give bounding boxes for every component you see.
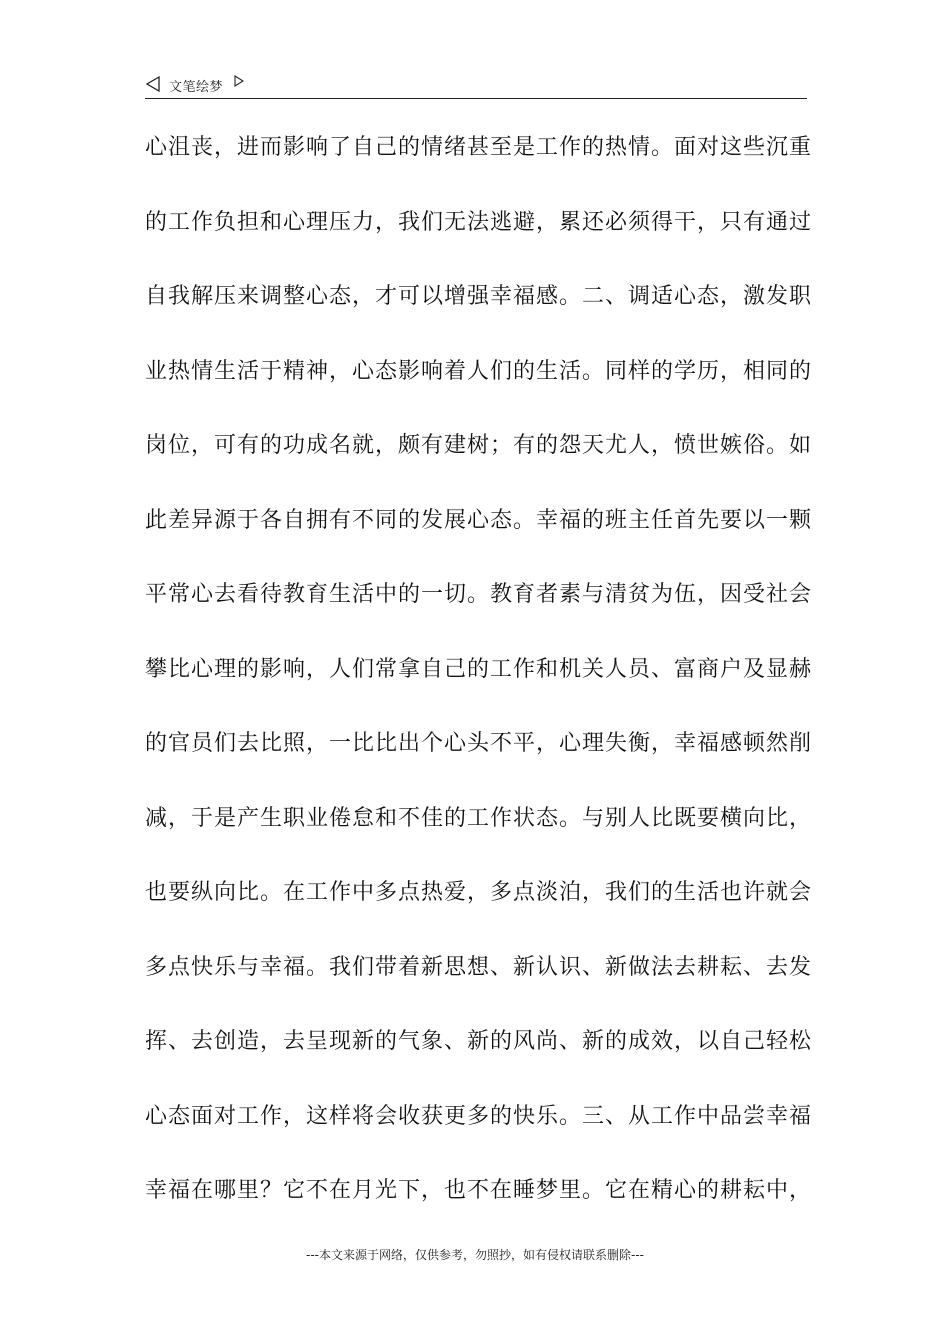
text-line: 也要纵向比。在工作中多点热爱，多点淡泊，我们的生活也许就会 [145,880,813,905]
right-triangle-icon [234,75,244,87]
text-line: 减，于是产生职业倦怠和不佳的工作状态。与别人比既要横向比， [145,805,813,831]
text-line: 岗位，可有的功成名就，颇有建树；有的怨天尤人，愤世嫉俗。如 [145,433,813,458]
header-title: 文笔绘梦 [169,80,224,95]
text-line: 幸福在哪里？它不在月光下，也不在睡梦里。它在精心的耕耘中， [145,1178,813,1203]
text-line: 的工作负担和心理压力，我们无法逃避，累还必须得干，只有通过 [145,209,813,235]
text-line: 心沮丧，进而影响了自己的情绪甚至是工作的热情。面对这些沉重 [145,135,813,160]
text-line: 自我解压来调整心态，才可以增强幸福感。二、调适心态，激发职 [145,284,813,309]
text-line: 此差异源于各自拥有不同的发展心态。幸福的班主任首先要以一颗 [145,507,813,533]
text-line: 业热情生活于精神，心态影响着人们的生活。同样的学历，相同的 [145,358,813,384]
text-line: 挥、去创造，去呈现新的气象、新的风尚、新的成效，以自己轻松 [145,1029,813,1054]
text-line: 多点快乐与幸福。我们带着新思想、新认识、新做法去耕耘、去发 [145,954,813,980]
page-header [145,72,807,99]
left-triangle-icon [145,76,161,92]
text-line: 攀比心理的影响，人们常拿自己的工作和机关人员、富商户及显赫 [145,656,813,682]
text-line: 的官员们去比照，一比比出个心头不平，心理失衡，幸福感顿然削 [145,731,813,756]
text-line: 平常心去看待教育生活中的一切。教育者素与清贫为伍，因受社会 [145,582,813,607]
page-footer-disclaimer: ---本文来源于网络，仅供参考，勿照抄，如有侵权请联系删除--- [306,1248,644,1262]
text-line: 心态面对工作，这样将会收获更多的快乐。三、从工作中品尝幸福 [145,1103,813,1129]
